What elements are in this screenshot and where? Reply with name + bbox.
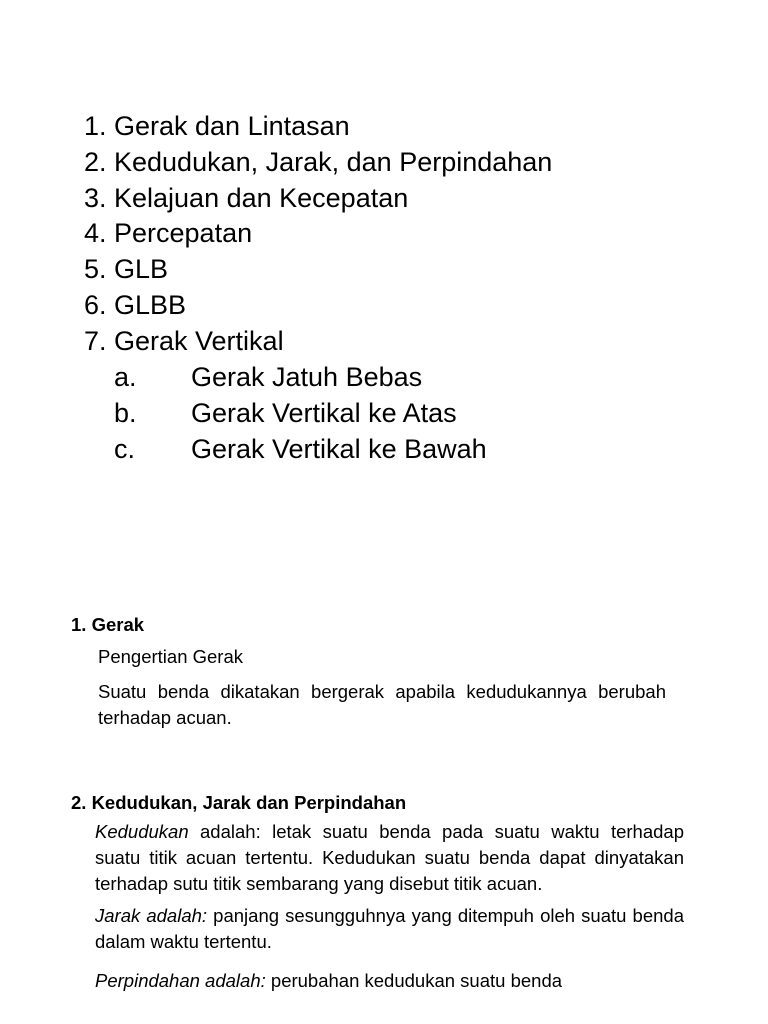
toc-item: [84, 287, 724, 323]
definition-text: panjang sesungguhnya yang ditempuh oleh suatu benda dalam waktu tertentu.: [95, 905, 684, 952]
toc-item-number: 7.: [84, 325, 107, 356]
toc-subitem-label: Gerak Vertikal ke Bawah: [191, 434, 487, 465]
toc-item: [84, 144, 724, 180]
toc-item-label: Kelajuan dan Kecepatan: [114, 182, 409, 213]
section-gerak: [71, 613, 684, 731]
toc-item: [84, 251, 724, 287]
section-heading: 1. Gerak: [71, 614, 145, 635]
toc-item-number: 4.: [84, 218, 107, 249]
definition-text: perubahan kedudukan suatu benda: [265, 970, 563, 991]
toc-item: [84, 180, 724, 216]
definition-term: Perpindahan adalah:: [95, 970, 266, 991]
toc-subitem-label: Gerak Jatuh Bebas: [191, 361, 423, 392]
section-body: [71, 645, 666, 731]
definition-perpindahan: [95, 968, 684, 994]
toc-subitem-letter: a.: [114, 361, 137, 392]
toc-item-number: 2.: [84, 146, 107, 177]
definition-term: Jarak adalah:: [95, 905, 208, 926]
table-of-contents: [84, 108, 724, 467]
toc-subitem-letter: b.: [114, 398, 137, 429]
section-heading: 2. Kedudukan, Jarak dan Perpindahan: [71, 792, 407, 813]
toc-item-label: Kedudukan, Jarak, dan Perpindahan: [114, 146, 553, 177]
definition-text: adalah: letak suatu benda pada suatu waktu terhadap suatu titik acuan tertentu. Kedudukan suatu benda dapat dinyatakan terhadap sutu titik sembarang yang disebut titik acuan.: [95, 821, 684, 894]
section-kedudukan: [71, 791, 684, 994]
toc-item: [84, 108, 724, 144]
section-body: [71, 819, 684, 994]
toc-subitem: [84, 395, 724, 431]
definition-jarak: [95, 903, 684, 955]
toc-subitem: [84, 431, 724, 467]
definition-kedudukan: [95, 819, 684, 897]
toc-item-label: Percepatan: [114, 218, 253, 249]
toc-item-number: 6.: [84, 289, 107, 320]
section-subtitle: Pengertian Gerak: [98, 646, 244, 667]
toc-item-number: 3.: [84, 182, 107, 213]
toc-item-label: Gerak dan Lintasan: [114, 110, 350, 141]
toc-subitem: [84, 359, 724, 395]
toc-item-number: 1.: [84, 110, 107, 141]
section-paragraph: Suatu benda dikatakan bergerak apabila kedudukannya berubah terhadap acuan.: [98, 681, 666, 728]
toc-item: [84, 323, 724, 359]
toc-item: [84, 215, 724, 251]
toc-item-label: GLB: [114, 254, 169, 285]
definition-term: Kedudukan: [95, 821, 189, 842]
toc-subitem-label: Gerak Vertikal ke Atas: [191, 398, 457, 429]
toc-item-label: Gerak Vertikal: [114, 325, 284, 356]
toc-subitem-letter: c.: [114, 434, 136, 465]
toc-item-number: 5.: [84, 254, 107, 285]
toc-item-label: GLBB: [114, 289, 187, 320]
